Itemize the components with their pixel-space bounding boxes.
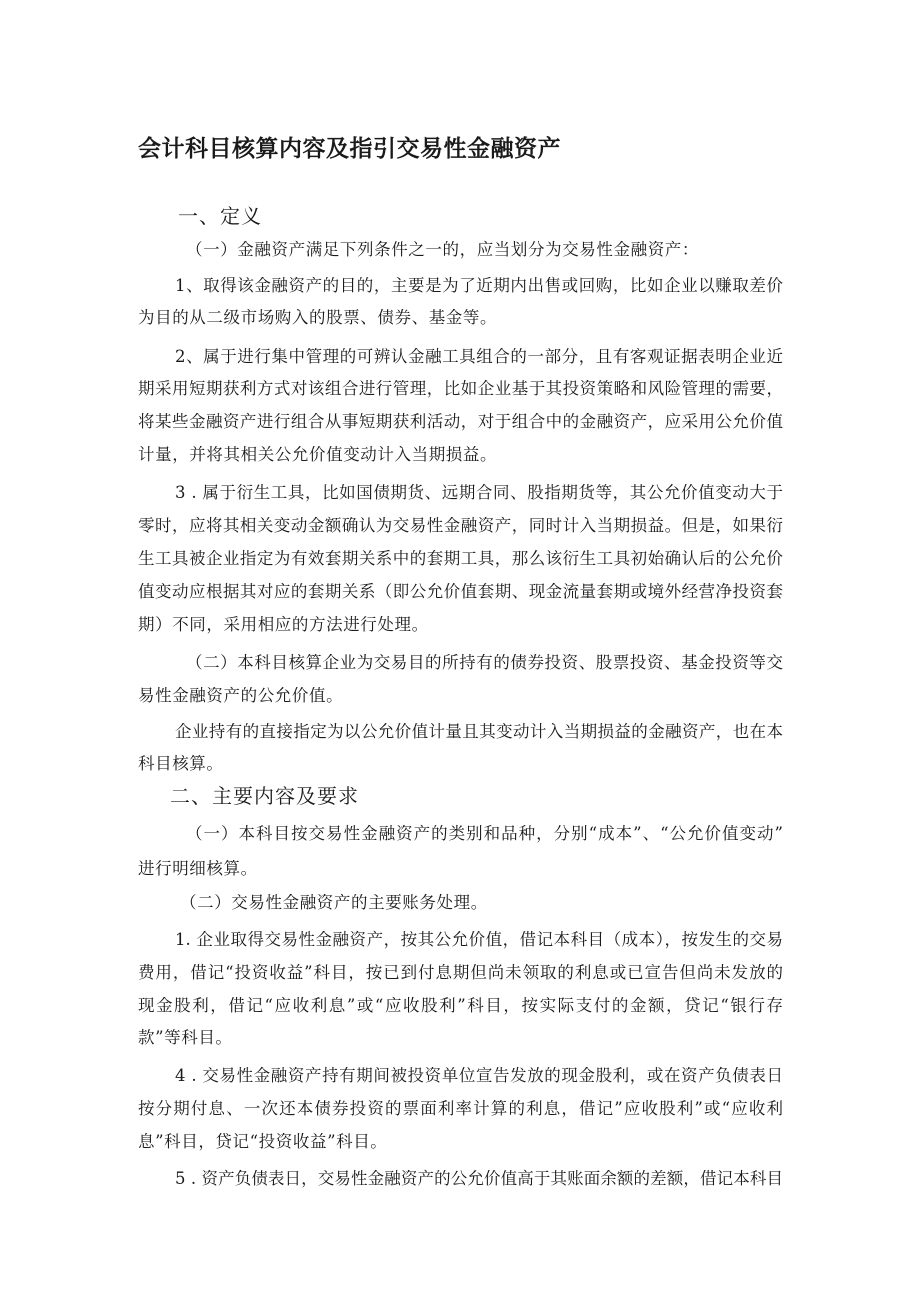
- paragraph-line: 款”等科目。: [138, 1028, 233, 1047]
- section-heading-main-content: 二、主要内容及要求: [170, 784, 359, 808]
- paragraph-line: 期采用短期获利方式对该组合进行管理，比如企业基于其投资策略和风险管理的需要，: [138, 379, 783, 398]
- paragraph-line: 现金股利，借记“应收利息”或“应收股利”科目，按实际支付的金额，贷记“银行存: [138, 996, 783, 1015]
- paragraph-line: 为目的从二级市场购入的股票、债券、基金等。: [138, 308, 498, 327]
- paragraph-line: 3 . 属于衍生工具，比如国债期货、远期合同、股指期货等，其公允价值变动大于: [175, 483, 783, 502]
- paragraph-line: 科目核算。: [138, 754, 224, 773]
- paragraph-line: 零时，应将其相关变动金额确认为交易性金融资产，同时计入当期损益。但是，如果衍: [138, 516, 783, 535]
- document-title: 会计科目核算内容及指引交易性金融资产: [138, 136, 561, 162]
- paragraph-line: 4 . 交易性金融资产持有期间被投资单位宣告发放的现金股利，或在资产负债表日: [175, 1066, 783, 1085]
- paragraph-line: 生工具被企业指定为有效套期关系中的套期工具，那么该衍生工具初始确认后的公允价: [138, 549, 783, 568]
- paragraph-line: （一）本科目按交易性金融资产的类别和品种，分别“成本”、“公允价值变动”: [186, 824, 783, 843]
- paragraph-line: 5 . 资产负债表日，交易性金融资产的公允价值高于其账面余额的差额，借记本科目: [175, 1169, 783, 1188]
- paragraph-line: 值变动应根据其对应的套期关系（即公允价值套期、现金流量套期或境外经营净投资套: [138, 582, 783, 601]
- paragraph-line: 按分期付息、一次还本债券投资的票面利率计算的利息，借记”应收股利”或“应收利: [138, 1099, 783, 1118]
- paragraph-line: 费用，借记“投资收益”科目，按已到付息期但尚未领取的利息或已宣告但尚未发放的: [138, 963, 783, 982]
- section-heading-definition: 一、定义: [178, 204, 262, 228]
- paragraph-line: 计量，并将其相关公允价值变动计入当期损益。: [138, 445, 498, 464]
- paragraph-line: 易性金融资产的公允价值。: [138, 686, 344, 705]
- paragraph-line: （二）本科目核算企业为交易目的所持有的债券投资、股票投资、基金投资等交: [186, 653, 783, 672]
- paragraph-line: （二）交易性金融资产的主要账务处理。: [180, 893, 488, 912]
- paragraph-line: （一）金融资产满足下列条件之一的，应当划分为交易性金融资产：: [186, 240, 699, 259]
- paragraph-line: 进行明细核算。: [138, 859, 258, 878]
- paragraph-line: 2、属于进行集中管理的可辨认金融工具组合的一部分，且有客观证据表明企业近: [175, 347, 783, 366]
- paragraph-line: 1. 企业取得交易性金融资产，按其公允价值，借记本科目（成本），按发生的交易: [175, 930, 783, 949]
- paragraph-line: 企业持有的直接指定为以公允价值计量且其变动计入当期损益的金融资产，也在本: [175, 722, 783, 741]
- paragraph-line: 1、取得该金融资产的目的，主要是为了近期内出售或回购，比如企业以赚取差价: [175, 276, 783, 295]
- paragraph-line: 期）不同，采用相应的方法进行处理。: [138, 615, 429, 634]
- paragraph-line: 息”科目，贷记“投资收益”科目。: [138, 1132, 388, 1151]
- paragraph-line: 将某些金融资产进行组合从事短期获利活动，对于组合中的金融资产，应采用公允价值: [138, 412, 783, 431]
